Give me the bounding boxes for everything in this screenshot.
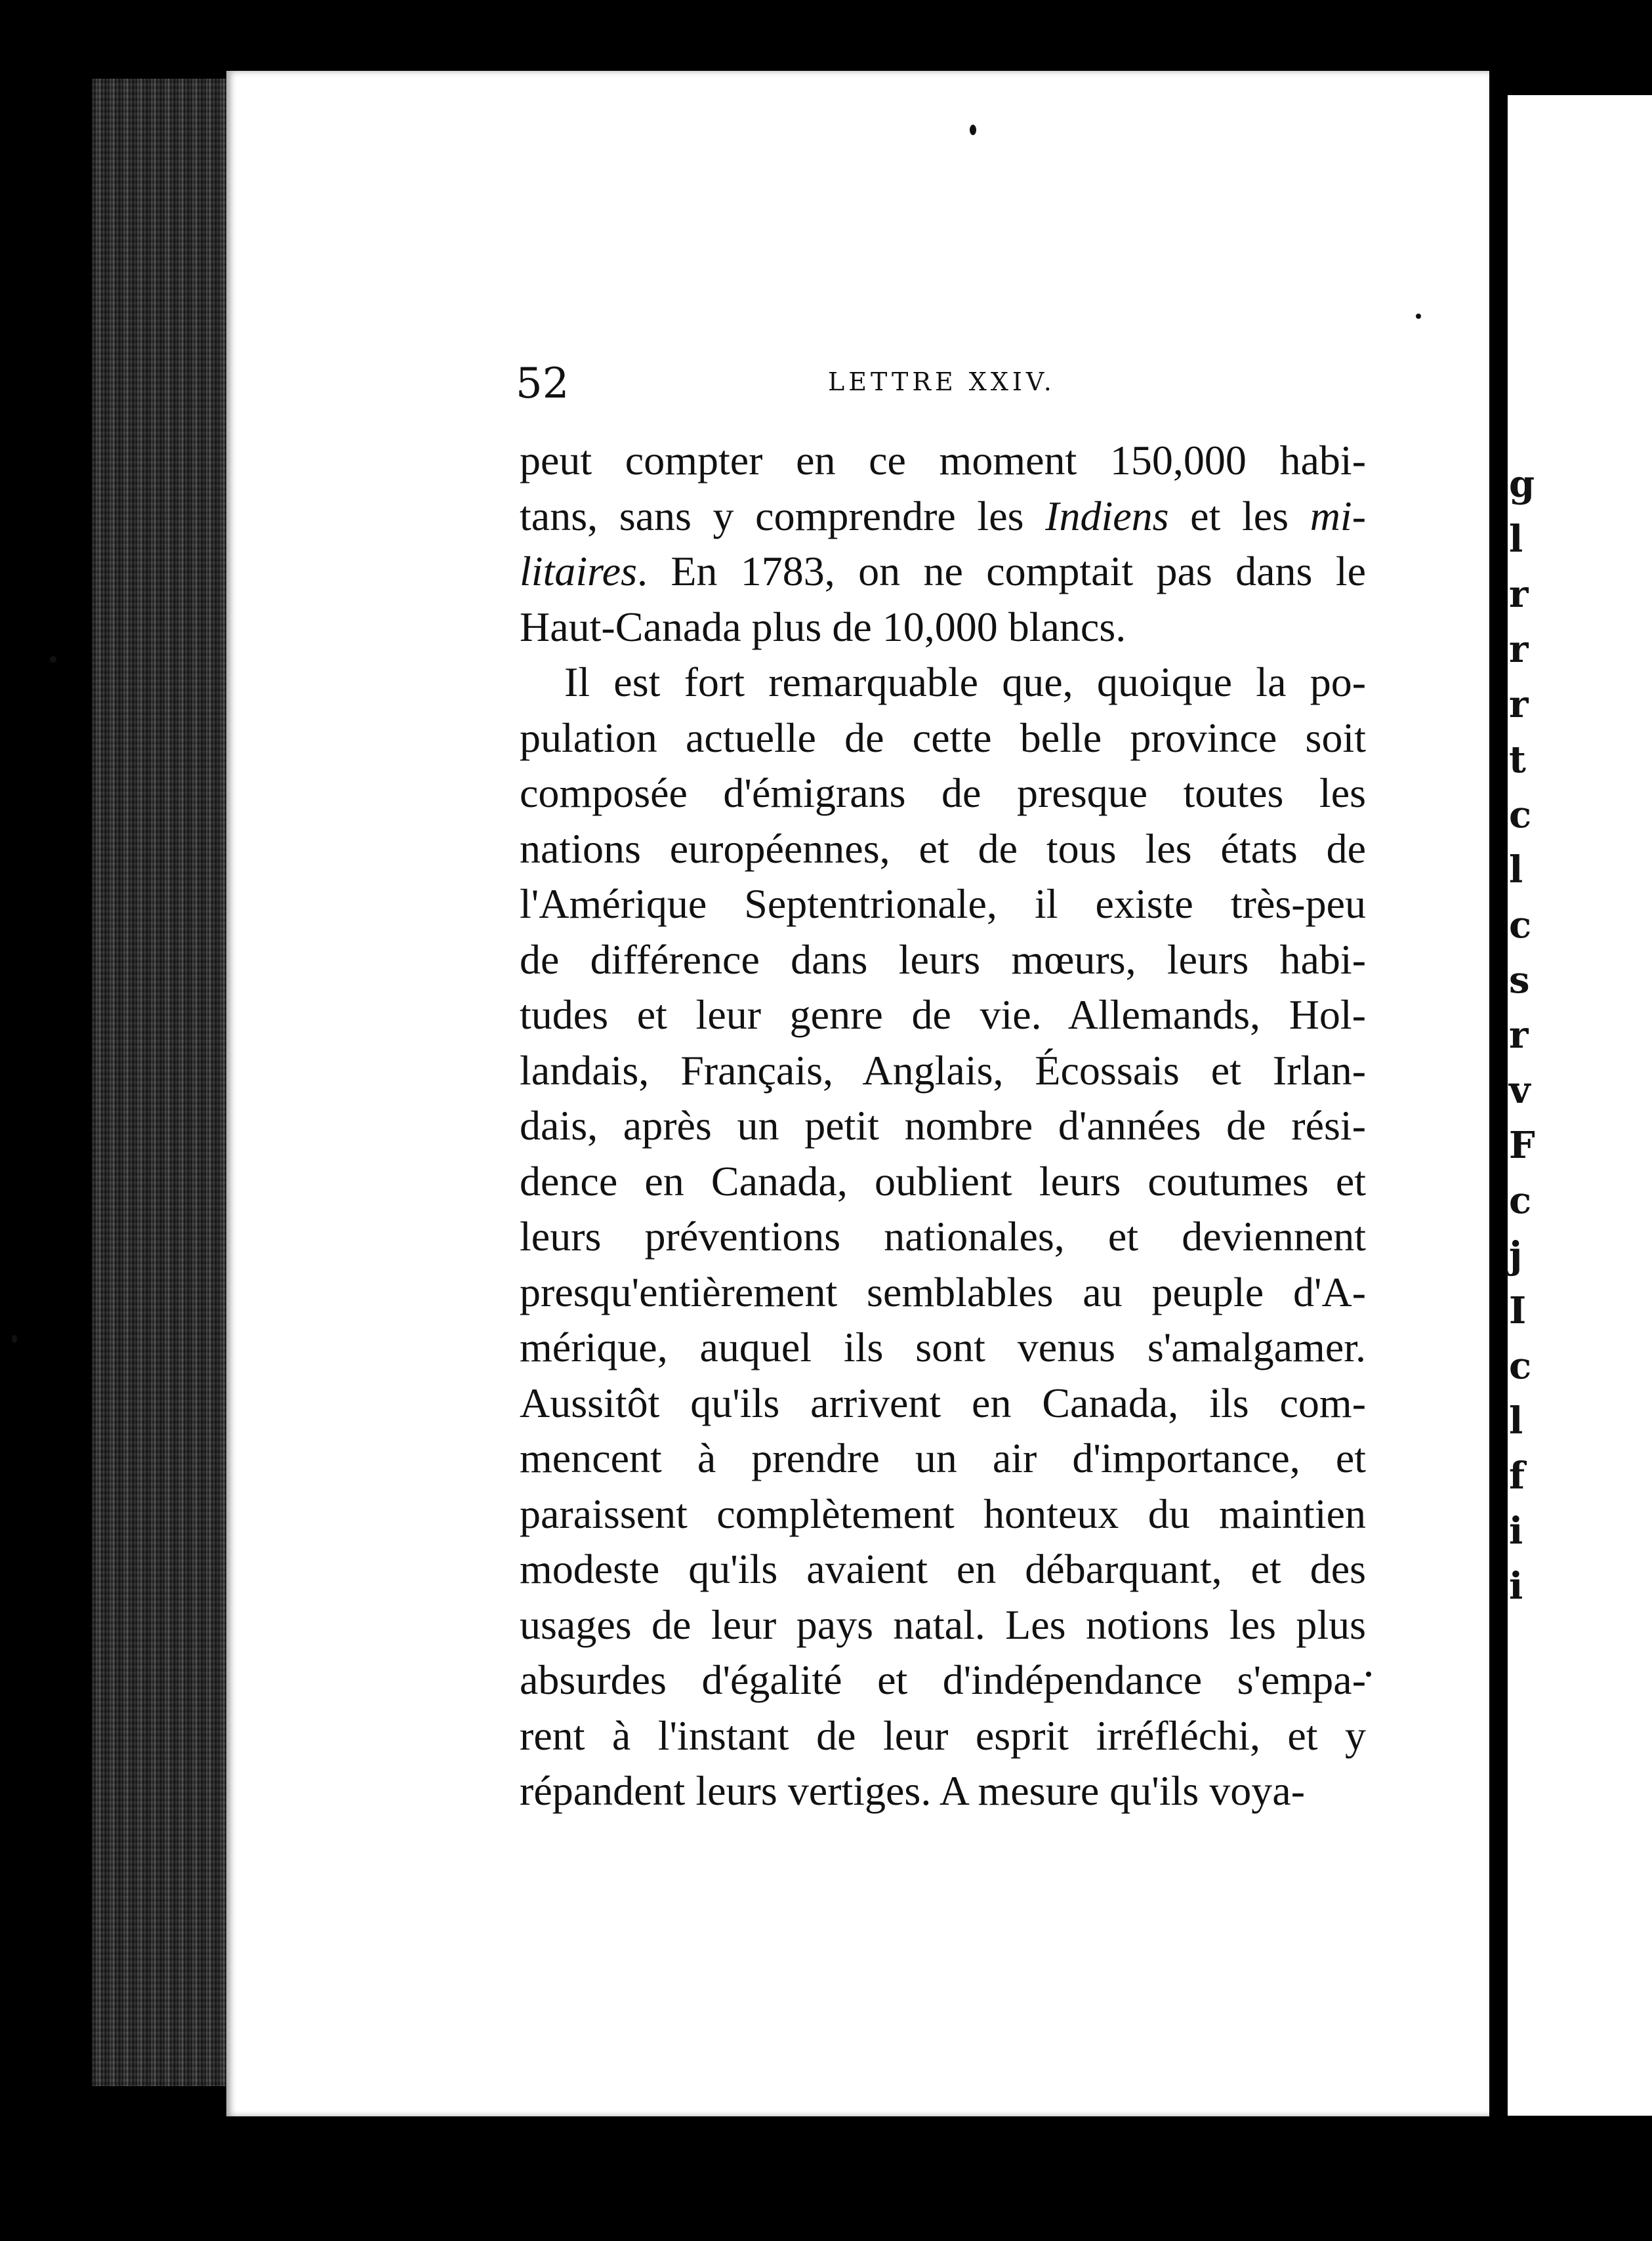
italic-text: litaires <box>520 548 637 594</box>
book-edge-left <box>92 79 230 2086</box>
text-line: dais, après un petit nombre d'années de rési- <box>520 1102 1366 1149</box>
page-number: 52 <box>516 360 569 408</box>
ink-speck <box>1366 1672 1371 1677</box>
facing-page-letter: r <box>1509 1014 1529 1057</box>
text-line: Haut-Canada plus de 10,000 blancs. <box>520 603 1126 650</box>
text-line: mencent à prendre un air d'importance, et <box>520 1435 1366 1481</box>
ink-speck <box>50 656 56 663</box>
text-line: Aussitôt qu'ils arrivent en Canada, ils com- <box>520 1379 1366 1426</box>
text-line: litaires. En 1783, on ne comptait pas dans le <box>520 548 1366 594</box>
text-line: l'Amérique Septentrionale, il existe très-peu <box>520 880 1366 927</box>
text-line: landais, Français, Anglais, Écossais et Irlan- <box>520 1046 1366 1094</box>
facing-page-letter: F <box>1509 1124 1535 1167</box>
italic-text: mi- <box>1310 492 1367 539</box>
ink-speck <box>12 1335 17 1343</box>
facing-page-letter: c <box>1509 903 1532 947</box>
facing-page-fragment <box>1508 95 1652 2116</box>
text-line: modeste qu'ils avaient en débarquant, et des <box>520 1546 1366 1592</box>
text-line: usages de leur pays natal. Les notions les plus <box>520 1601 1366 1648</box>
text-line: rent à l'instant de leur esprit irréfléchi, et y <box>520 1712 1366 1759</box>
text-line: mérique, auquel ils sont venus s'amalgamer. <box>520 1324 1366 1370</box>
facing-page-letter: v <box>1509 1069 1531 1112</box>
text-line: paraissent complètement honteux du maintien <box>520 1490 1366 1537</box>
page-body-text <box>520 433 1366 1819</box>
facing-page-letter: t <box>1509 738 1526 781</box>
text-line: répandent leurs vertiges. A mesure qu'ils voya- <box>520 1767 1305 1814</box>
ink-speck <box>970 125 976 135</box>
running-head: LETTRE XXIV. <box>828 367 1056 396</box>
text-line: nations européennes, et de tous les états de <box>520 825 1366 872</box>
facing-page-letter: f <box>1509 1454 1525 1498</box>
text-line: dence en Canada, oublient leurs coutumes et <box>520 1157 1366 1204</box>
facing-page-letter: c <box>1509 1344 1532 1388</box>
facing-page-letter: r <box>1509 683 1529 726</box>
text-line: pulation actuelle de cette belle province soit <box>520 714 1366 761</box>
facing-page-letter: s <box>1509 958 1530 1002</box>
facing-page-letter: I <box>1509 1289 1527 1332</box>
facing-page-letter: l <box>1509 848 1523 892</box>
facing-page-letter: l <box>1509 1399 1523 1443</box>
facing-page-letter: l <box>1509 518 1523 561</box>
facing-page-letter: r <box>1509 573 1529 616</box>
italic-text: Indiens <box>1045 492 1169 539</box>
facing-page-letter: c <box>1509 1179 1532 1222</box>
facing-page-letter: c <box>1509 793 1532 836</box>
text-line: absurdes d'égalité et d'indépendance s'empa- <box>520 1656 1366 1703</box>
text-line: peut compter en ce moment 150,000 habi- <box>520 437 1366 483</box>
text-line: tudes et leur genre de vie. Allemands, Hol- <box>520 991 1366 1038</box>
text-line: composée d'émigrans de presque toutes les <box>520 770 1366 816</box>
facing-page-letter: g <box>1509 463 1535 506</box>
ink-speck <box>1416 314 1421 319</box>
text-line: Il est fort remarquable que, quoique la po- <box>564 659 1366 705</box>
facing-page-letter: j <box>1509 1234 1523 1277</box>
text-line: de différence dans leurs mœurs, leurs habi- <box>520 935 1366 983</box>
text-line: presqu'entièrement semblables au peuple d'A- <box>520 1268 1366 1315</box>
facing-page-letter: i <box>1509 1510 1523 1553</box>
text-line: leurs préventions nationales, et deviennent <box>520 1213 1366 1260</box>
facing-page-letter: i <box>1509 1565 1523 1608</box>
text-line: tans, sans y comprendre les Indiens et les mi- <box>520 492 1367 539</box>
facing-page-letter: r <box>1509 628 1529 671</box>
